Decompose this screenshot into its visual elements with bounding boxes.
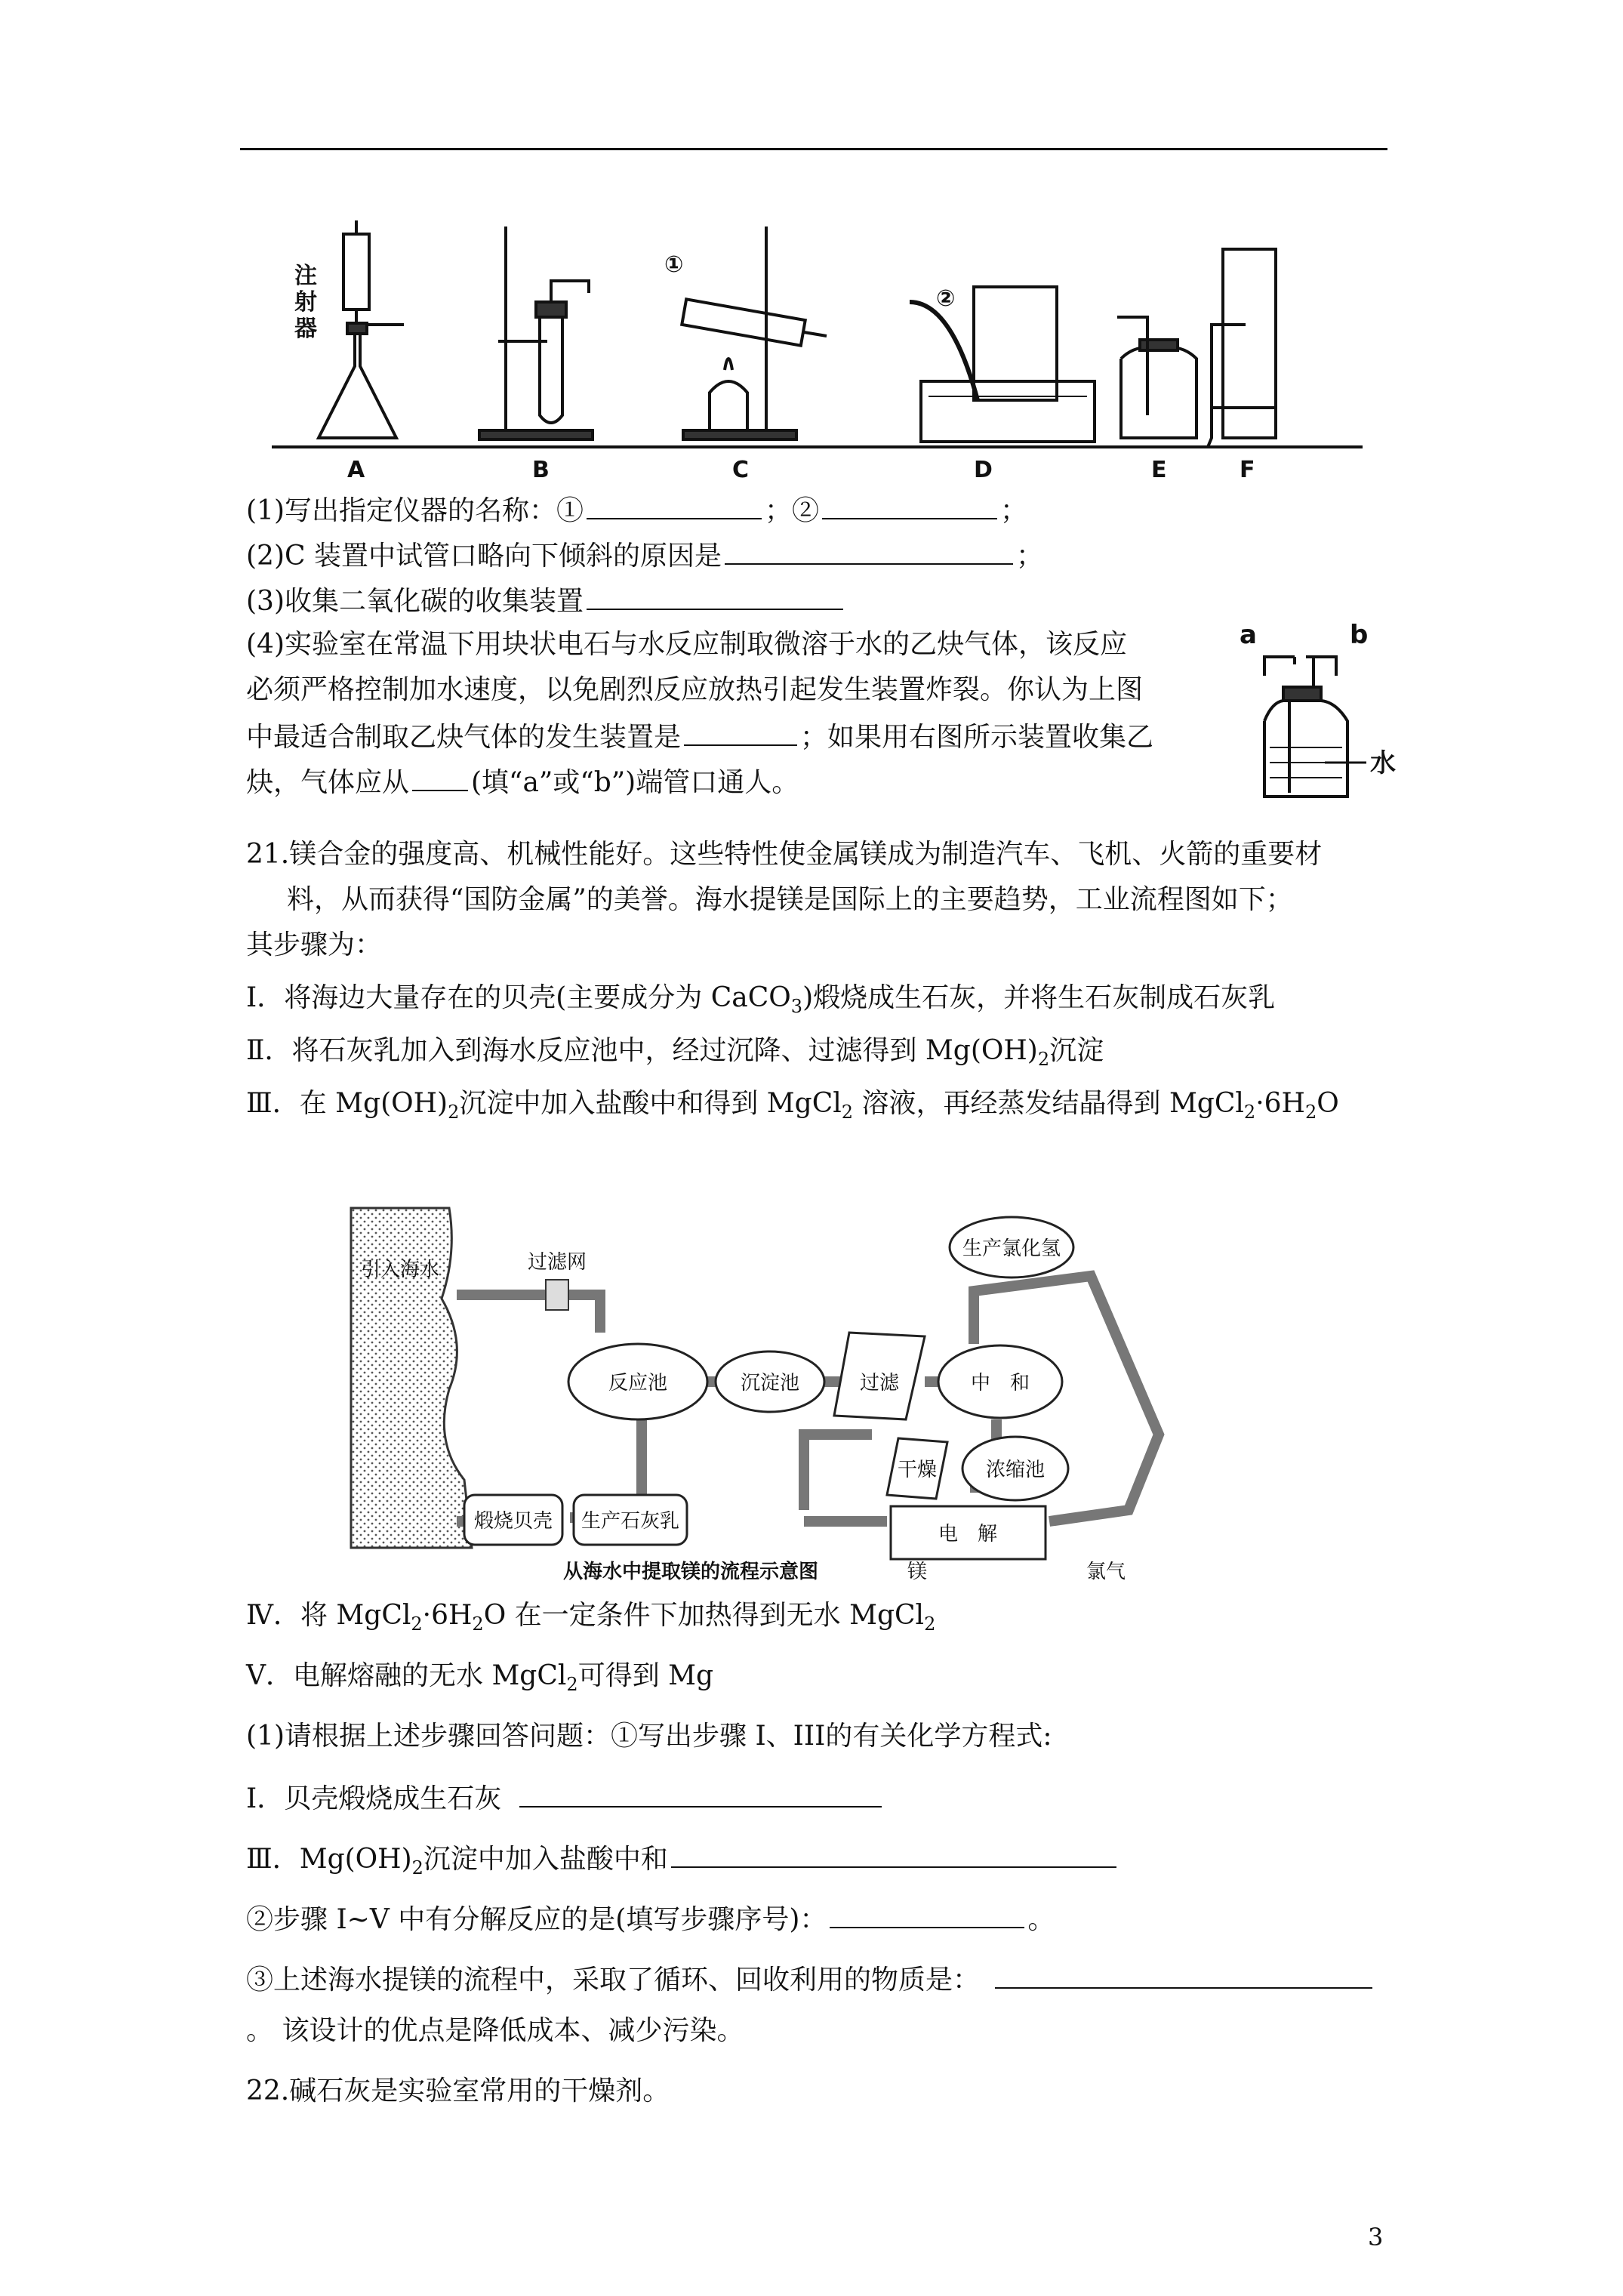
answer-blank-10[interactable] (995, 1960, 1372, 1989)
step5-b: 可得到 Mg (577, 1660, 714, 1691)
q1-iii-sub: 2 (411, 1857, 423, 1878)
step2-sub: 2 (1037, 1049, 1050, 1070)
q21-step1 (246, 980, 1275, 1019)
step2-end: 沉淀 (1049, 1035, 1104, 1066)
q20-p4-l3-end: ；如果用右图所示装置收集乙 (800, 722, 1154, 753)
step4-c: O 在一定条件下加热得到无水 MgCl (483, 1600, 925, 1631)
step4-a: Ⅳ．将 MgCl (246, 1600, 411, 1631)
flow-caption: 从海水中提取镁的流程示意图 (562, 1561, 819, 1583)
q21-question1-i (246, 1779, 885, 1817)
q21-question1-iii (246, 1839, 1119, 1880)
q20-p4-line2: 必须严格控制加水速度，以免剧烈反应放热引起发生装置炸裂。你认为上图 (246, 674, 1144, 705)
answer-blank-8[interactable] (671, 1839, 1116, 1868)
label-dry: 干燥 (897, 1459, 938, 1481)
syringe-label-3: 器 (294, 316, 317, 342)
step5-sub: 2 (566, 1674, 578, 1695)
q20-p1-prefix: (1)写出指定仪器的名称：① (246, 495, 584, 526)
step4-sub2: 2 (472, 1613, 484, 1635)
q21-line1: 21.镁合金的强度高、机械性能好。这些特性使金属镁成为制造汽车、飞机、火箭的重要材 (246, 839, 1323, 870)
step3-sub4: 2 (1304, 1102, 1317, 1123)
answer-blank-2[interactable] (822, 491, 997, 519)
label-filter: 过滤 (859, 1372, 900, 1395)
q20-p1-end: ； (1000, 495, 1028, 526)
step3-c: 溶液，再经蒸发结晶得到 MgCl (853, 1088, 1244, 1119)
q21-step4 (246, 1598, 935, 1636)
q1-i-text: I．贝壳煅烧成生石灰 (246, 1783, 502, 1814)
step3-sub2: 2 (841, 1102, 854, 1123)
filter-net (546, 1280, 568, 1310)
label-filter-net: 过滤网 (527, 1251, 587, 1274)
q21-question1: (1)请根据上述步骤回答问题：①写出步骤 I、III的有关化学方程式: (246, 1721, 1052, 1752)
apparatus-label-a: A (347, 457, 365, 483)
q21-step5 (246, 1658, 713, 1697)
q21-line3: 其步骤为： (246, 929, 383, 960)
q21-question2 (246, 1900, 1055, 1938)
collection-bottle-figure (1223, 619, 1404, 808)
label-lime: 生产石灰乳 (581, 1510, 680, 1533)
step5-a: V．电解熔融的无水 MgCl (246, 1660, 567, 1691)
step1-sub: 3 (790, 996, 803, 1017)
q1-iii-b: 沉淀中加入盐酸中和 (423, 1844, 668, 1875)
label-concentrate: 浓缩池 (985, 1459, 1046, 1481)
label-reaction: 反应池 (608, 1372, 668, 1395)
answer-blank-1[interactable] (587, 491, 762, 519)
step3-a: Ⅲ．在 Mg(OH) (246, 1088, 448, 1119)
apparatus-label-d: D (974, 457, 993, 483)
q20-part3 (246, 581, 846, 620)
q20-p3-prefix: (3)收集二氧化碳的收集装置 (246, 586, 584, 617)
answer-blank-7[interactable] (519, 1779, 882, 1808)
q20-p4-l4-prefix: 炔，气体应从 (246, 767, 410, 798)
answer-blank-3[interactable] (725, 536, 1013, 565)
page-number: 3 (1368, 2223, 1384, 2251)
q21-step2 (246, 1033, 1104, 1071)
step4-sub1: 2 (411, 1613, 423, 1635)
answer-blank-9[interactable] (830, 1900, 1024, 1928)
step3-d: ·6H (1255, 1088, 1305, 1119)
q2-text: ②步骤 I~V 中有分解反应的是(填写步骤序号)： (246, 1904, 827, 1935)
q2-end: 。 (1027, 1904, 1055, 1935)
q20-p4-line3 (246, 717, 1153, 756)
answer-blank-6[interactable] (412, 763, 468, 791)
label-mg: 镁 (907, 1561, 928, 1583)
magnesium-flow-chart (343, 1193, 1332, 1586)
step4-b: ·6H (422, 1600, 473, 1631)
bottle-label-b: b (1350, 620, 1369, 650)
bottle-label-water: 水 (1370, 748, 1396, 778)
step3-e: O (1317, 1088, 1339, 1119)
marker-1: ① (664, 251, 684, 278)
step2-text: Ⅱ．将石灰乳加入到海水反应池中，经过沉降、过滤得到 Mg(OH) (246, 1035, 1038, 1066)
q3-text: ③上述海水提镁的流程中，采取了循环、回收利用的物质是： (246, 1965, 981, 1996)
q1-iii-a: Ⅲ．Mg(OH) (246, 1844, 412, 1875)
label-chlorine: 氯气 (1086, 1561, 1126, 1583)
label-neutralize: 中 和 (970, 1372, 1030, 1395)
step1-text: I．将海边大量存在的贝壳(主要成分为 CaCO (246, 982, 791, 1013)
q20-part1 (246, 491, 1027, 529)
label-calcine: 煅烧贝壳 (473, 1510, 553, 1533)
syringe-label-2: 射 (294, 289, 317, 316)
apparatus-label-c: C (732, 457, 750, 483)
label-electrolysis: 电 解 (938, 1523, 998, 1546)
q22-line1: 22.碱石灰是实验室常用的干燥剂。 (246, 2076, 670, 2106)
apparatus-label-b: B (532, 457, 550, 483)
q20-p2-prefix: (2)C 装置中试管口略向下倾斜的原因是 (246, 541, 722, 572)
step1-end: )煅烧成生石灰，并将生石灰制成石灰乳 (802, 982, 1276, 1013)
label-seawater: 引入海水 (360, 1259, 440, 1281)
q20-p4-l3-prefix: 中最适合制取乙炔气体的发生装置是 (246, 722, 682, 753)
apparatus-figure (272, 211, 1374, 491)
q20-p2-end: ； (1015, 541, 1043, 572)
answer-blank-5[interactable] (684, 717, 797, 746)
apparatus-label-e: E (1151, 457, 1167, 483)
q20-p1-mid: ；② (765, 495, 820, 526)
q21-step3 (246, 1086, 1339, 1124)
label-settling: 沉淀池 (740, 1372, 800, 1395)
step3-sub1: 2 (448, 1102, 460, 1123)
label-hcl: 生产氯化氢 (962, 1237, 1061, 1260)
q21-question3 (246, 1960, 1375, 1999)
q20-part2 (246, 536, 1043, 575)
q21-line2: 料，从而获得“国防金属”的美誉。海水提镁是国际上的主要趋势，工业流程图如下； (287, 884, 1293, 915)
header-rule (240, 148, 1387, 150)
answer-blank-4[interactable] (587, 581, 843, 610)
marker-2: ② (936, 285, 956, 312)
apparatus-label-f: F (1240, 457, 1255, 483)
step4-sub3: 2 (924, 1613, 936, 1635)
q20-p4-line4 (246, 763, 799, 801)
step3-b: 沉淀中加入盐酸中和得到 MgCl (459, 1088, 842, 1119)
step3-sub3: 2 (1243, 1102, 1256, 1123)
q20-p4-line1: (4)实验室在常温下用块状电石与水反应制取微溶于水的乙炔气体，该反应 (246, 629, 1127, 660)
syringe-label-1: 注 (294, 263, 317, 289)
bottle-label-a: a (1240, 620, 1257, 650)
q21-question3-line2: 。 该设计的优点是降低成本、减少污染。 (246, 2015, 744, 2046)
q20-p4-l4-end: (填“a”或“b”)端管口通人。 (471, 767, 799, 798)
